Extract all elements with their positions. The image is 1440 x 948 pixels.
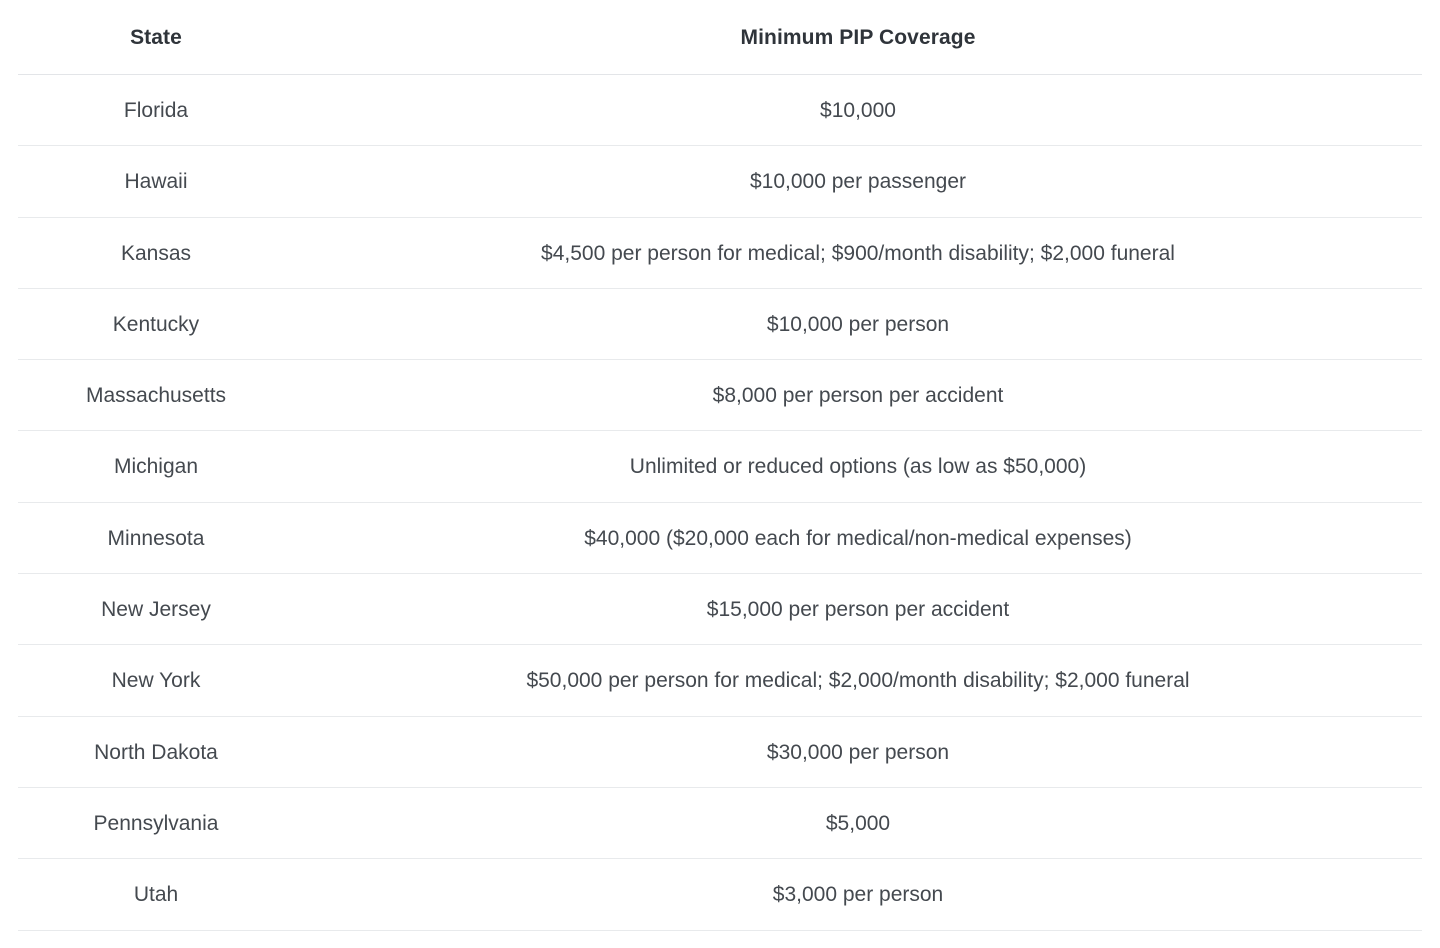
table-row xyxy=(18,502,1422,573)
cell-state: Kentucky xyxy=(18,288,294,359)
table-row xyxy=(18,360,1422,431)
table-row xyxy=(18,859,1422,930)
table-header-row xyxy=(18,0,1422,75)
cell-state: New York xyxy=(18,645,294,716)
cell-state: Michigan xyxy=(18,431,294,502)
pip-coverage-table xyxy=(18,0,1422,931)
column-header-state: State xyxy=(18,0,294,75)
cell-coverage: $10,000 per person xyxy=(294,288,1422,359)
cell-state: Hawaii xyxy=(18,146,294,217)
table-row xyxy=(18,574,1422,645)
cell-coverage: $3,000 per person xyxy=(294,859,1422,930)
cell-coverage: $40,000 ($20,000 each for medical/non-medical expenses) xyxy=(294,502,1422,573)
cell-state: Florida xyxy=(18,75,294,146)
cell-state: Utah xyxy=(18,859,294,930)
cell-coverage: $8,000 per person per accident xyxy=(294,360,1422,431)
cell-coverage: $10,000 per passenger xyxy=(294,146,1422,217)
table-header xyxy=(18,0,1422,75)
cell-state: Kansas xyxy=(18,217,294,288)
column-header-coverage: Minimum PIP Coverage xyxy=(294,0,1422,75)
table-row xyxy=(18,217,1422,288)
cell-coverage: $15,000 per person per accident xyxy=(294,574,1422,645)
cell-coverage: $30,000 per person xyxy=(294,716,1422,787)
cell-coverage: $4,500 per person for medical; $900/month disability; $2,000 funeral xyxy=(294,217,1422,288)
table-row xyxy=(18,787,1422,858)
cell-state: North Dakota xyxy=(18,716,294,787)
table-row xyxy=(18,716,1422,787)
table-row xyxy=(18,75,1422,146)
cell-coverage: $50,000 per person for medical; $2,000/month disability; $2,000 funeral xyxy=(294,645,1422,716)
cell-state: New Jersey xyxy=(18,574,294,645)
cell-coverage: Unlimited or reduced options (as low as $50,000) xyxy=(294,431,1422,502)
cell-state: Pennsylvania xyxy=(18,787,294,858)
table-row xyxy=(18,146,1422,217)
table-body xyxy=(18,75,1422,931)
cell-coverage: $5,000 xyxy=(294,787,1422,858)
table-row xyxy=(18,288,1422,359)
table-row xyxy=(18,431,1422,502)
cell-state: Massachusetts xyxy=(18,360,294,431)
table-row xyxy=(18,645,1422,716)
cell-state: Minnesota xyxy=(18,502,294,573)
cell-coverage: $10,000 xyxy=(294,75,1422,146)
